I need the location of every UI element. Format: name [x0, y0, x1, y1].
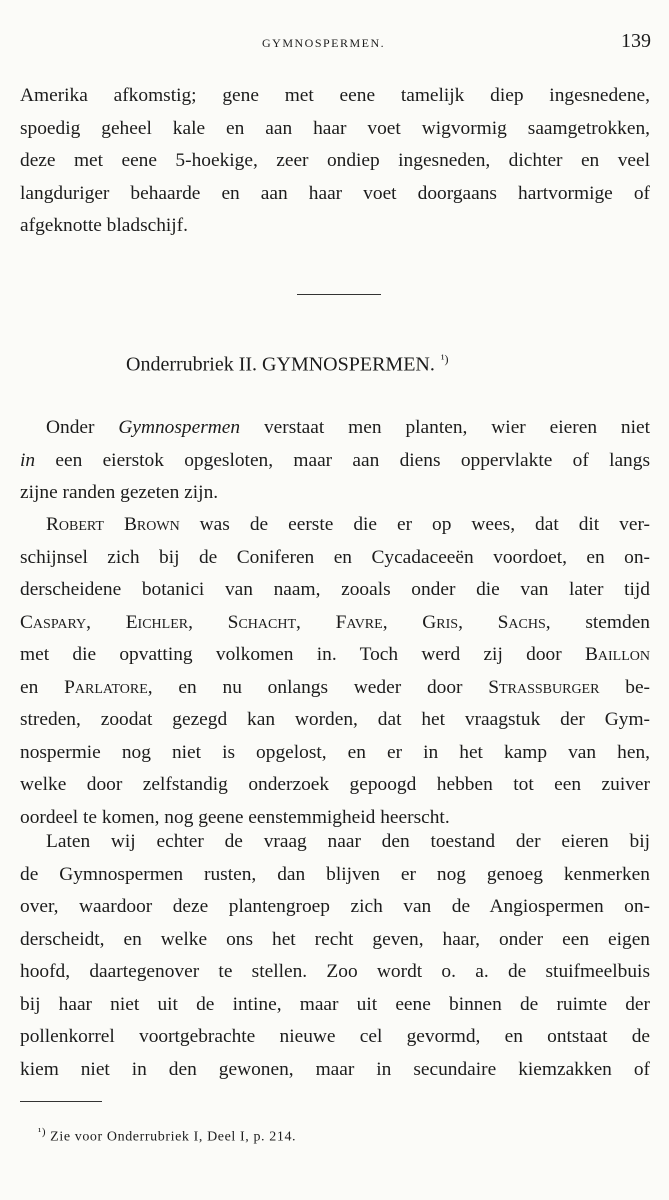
text-line: langduriger behaarde en aan haar voet doorgaans hartvormige of	[20, 182, 650, 204]
text-line: kiem niet in den gewonen, maar in secundaire kiemzakken of	[20, 1058, 650, 1080]
paragraph-3	[20, 509, 650, 834]
text-run: een eierstok opgesloten, maar aan diens oppervlakte of langs	[35, 449, 650, 471]
text-line	[20, 445, 650, 478]
italic-term: Gymnospermen	[118, 417, 241, 438]
footnote-reference: ¹)	[440, 352, 449, 366]
section-divider	[297, 294, 381, 295]
text-run: was de eerste die er op wees, dat dit ver-	[179, 514, 650, 535]
text-line	[20, 639, 650, 672]
text-line: nospermie nog niet is opgelost, en er in het kamp van hen,	[20, 741, 650, 763]
footnote-mark: ¹)	[38, 1126, 47, 1138]
footnote-text: Zie voor Onderrubriek I, Deel I, p. 214.	[50, 1129, 297, 1145]
footnote	[38, 1126, 296, 1146]
text-line: welke door zelfstandig onderzoek gepoogd hebben tot een zuiver	[20, 774, 650, 795]
text-line: spoedig geheel kale en aan haar voet wigvormig saamgetrokken,	[20, 117, 650, 139]
text-line: afgeknotte bladschijf.	[20, 215, 188, 236]
text-line: bij haar niet uit de intine, maar uit eene binnen de ruimte der	[20, 993, 650, 1015]
text-line	[20, 672, 650, 705]
text-line: derscheidt, en welke ons het recht geven, haar, onder een eigen	[20, 928, 650, 950]
page-number: 139	[621, 30, 651, 52]
text-line: Laten wij echter de vraag naar den toestand der eieren bij	[46, 831, 650, 852]
running-head	[0, 30, 669, 54]
text-line: streden, zoodat gezegd kan worden, dat het vraagstuk der Gym-	[20, 709, 650, 730]
text-run: Onder	[46, 417, 119, 438]
text-run: en	[20, 676, 65, 698]
text-line: hoofd, daartegenover te stellen. Zoo wordt o. a. de stuifmeelbuis	[20, 961, 650, 982]
text-line: Amerika afkomstig; gene met eene tamelijk diep ingesnedene,	[20, 85, 650, 106]
footnote-divider	[20, 1101, 102, 1102]
text-line	[20, 607, 650, 640]
author-name: Robert Brown	[46, 514, 180, 535]
text-line: schijnsel zich bij de Coniferen en Cycadaceeën voordoet, en on-	[20, 546, 650, 568]
text-line: oordeel te komen, nog geene eenstemmigheid heerscht.	[20, 806, 450, 828]
author-names: Caspary, Eichler, Schacht, Favre, Gris, Sachs,	[20, 611, 551, 633]
text-run: stemden	[550, 611, 650, 633]
text-line	[20, 509, 650, 542]
paragraph-4	[20, 826, 650, 1086]
text-line: deze met eene 5-hoekige, zeer ondiep ingesneden, dichter en veel	[20, 150, 650, 171]
author-name: Strassburger	[488, 676, 600, 698]
text-line: derscheidene botanici van naam, zooals onder die van later tijd	[20, 579, 650, 600]
paragraph-1	[20, 80, 650, 243]
text-run: , en nu onlangs weder door	[147, 676, 489, 698]
text-line: de Gymnospermen rusten, dan blijven er nog genoeg kenmerken	[20, 863, 650, 885]
text-run: verstaat men planten, wier eieren niet	[240, 417, 651, 438]
author-name: Parlatore	[64, 676, 148, 698]
text-line	[20, 412, 650, 445]
text-line: over, waardoor deze plantengroep zich van de Angiospermen on-	[20, 896, 650, 917]
section-heading	[126, 352, 448, 377]
text-run: met die opvatting volkomen in. Toch werd zij door	[20, 644, 585, 665]
text-line: pollenkorrel voortgebrachte nieuwe cel gevormd, en ontstaat de	[20, 1026, 650, 1047]
italic-term: in	[20, 449, 36, 471]
section-heading-text: Onderrubriek II. GYMNOSPERMEN.	[126, 353, 435, 376]
text-run: be-	[599, 676, 651, 698]
text-line: zijne randen gezeten zijn.	[20, 482, 219, 503]
author-name: Baillon	[584, 644, 650, 665]
running-head-title: GYMNOSPERMEN.	[262, 36, 386, 50]
paragraph-2	[20, 412, 650, 510]
